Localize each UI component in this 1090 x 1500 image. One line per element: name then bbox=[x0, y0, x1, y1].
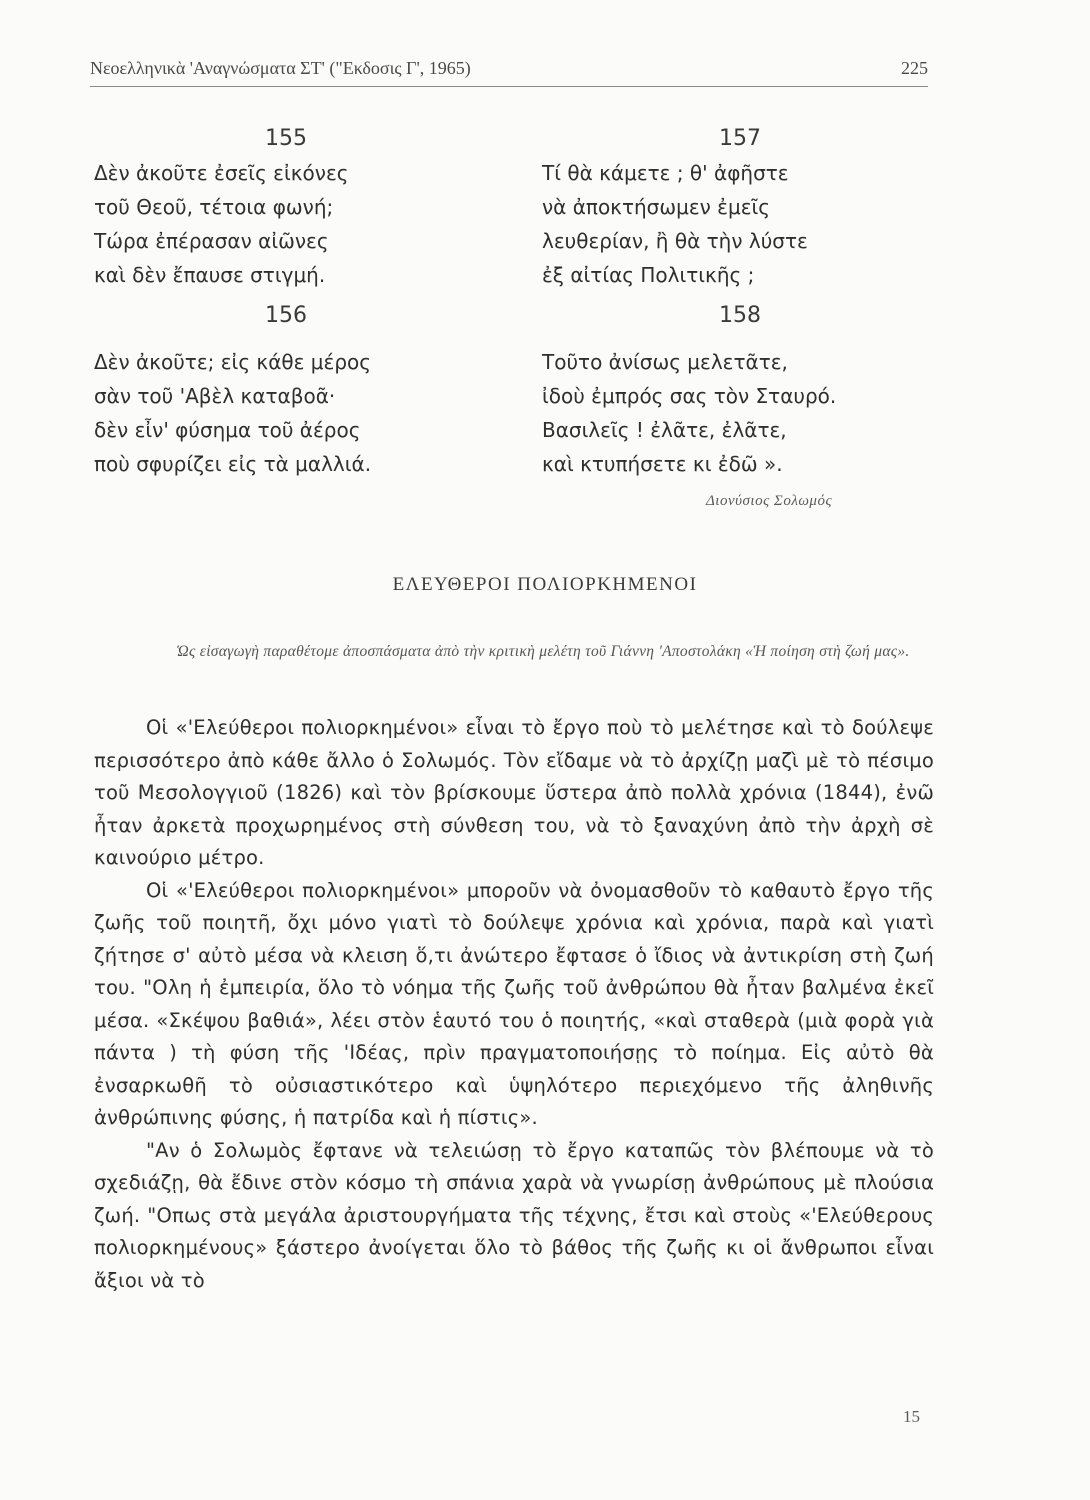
verse-line: νὰ ἀποκτήσωμεν ἐμεῖς bbox=[542, 195, 771, 219]
stanza-155 bbox=[94, 156, 349, 292]
stanza-number-155: 155 bbox=[265, 126, 307, 151]
stanza-number-156: 156 bbox=[265, 303, 307, 328]
stanza-156 bbox=[94, 345, 371, 481]
verse-line: Βασιλεῖς ! ἐλᾶτε, ἐλᾶτε, bbox=[542, 418, 787, 442]
verse-line: σὰν τοῦ 'Αβὲλ καταβοᾶ· bbox=[94, 384, 336, 408]
signature-mark: 15 bbox=[903, 1407, 920, 1426]
stanza-number-158: 158 bbox=[719, 303, 761, 328]
book-title: Νεοελληνικὰ 'Αναγνώσματα ΣΤ' ("Εκδοσις Γ', 1965) bbox=[90, 58, 471, 78]
verse-line: καὶ δὲν ἔπαυσε στιγμή. bbox=[94, 263, 326, 287]
section-title: ΕΛΕΥΘΕΡΟΙ ΠΟΛΙΟΡΚΗΜΕΝΟΙ bbox=[392, 574, 698, 595]
stanza-number-157: 157 bbox=[719, 126, 761, 151]
verse-line: καὶ κτυπήσετε κι ἐδῶ ». bbox=[542, 452, 783, 476]
stanza-158 bbox=[542, 345, 836, 481]
paragraph: "Αν ὁ Σολωμὸς ἔφτανε νὰ τελειώσῃ τὸ ἔργο καταπῶς τὸν βλέπουμε νὰ τὸ σχεδιάζῃ, θὰ ἔδινε στὸν κόσμο τὴ σπάνια χαρὰ νὰ γνωρίσῃ ἀνθρώπους μὲ πλούσια ζωή. "Οπως στὰ μεγάλα ἀριστουργήματα τῆς τέχνης, ἔτσι καὶ στοὺς «'Ελεύθερους πολιορκημένους» ξάστερο ἀνοίγεται ὅλο τὸ βάθος τῆς ζωῆς κι οἱ ἄνθρωποι εἶναι ἄξιοι νὰ τὸ bbox=[94, 1138, 934, 1292]
poem-author: Διονύσιος Σολωμός bbox=[706, 493, 833, 509]
verse-line: Τί θὰ κάμετε ; θ' ἀφῆστε bbox=[542, 161, 789, 185]
verse-line: ἐξ αἰτίας Πολιτικῆς ; bbox=[542, 263, 755, 287]
paragraph: Οἱ «'Ελεύθεροι πολιορκημένοι» εἶναι τὸ ἔργο ποὺ τὸ μελέτησε καὶ τὸ δούλεψε περισσότερο ἀπὸ κάθε ἄλλο ὁ Σολωμός. Τὸν εἴδαμε νὰ τὸ ἀρχίζῃ μαζὶ μὲ τὸ πέσιμο τοῦ Μεσολογγιοῦ (1826) καὶ τὸν βρίσκουμε ὕστερα ἀπὸ πολλὰ χρόνια (1844), ἐνῶ ἦταν ἀρκετὰ προχωρημένος στὴ σύνθεση του, νὰ τὸ ξαναχύνη ἀπὸ τὴν ἀρχὴ σὲ καινούριο μέτρο. bbox=[94, 716, 934, 869]
essay-body bbox=[94, 712, 934, 1297]
verse-line: δὲν εἶν' φύσημα τοῦ ἀέρος bbox=[94, 418, 361, 442]
stanza-157 bbox=[542, 156, 808, 292]
verse-line: λευθερίαν, ἢ θὰ τὴν λύστε bbox=[542, 229, 808, 253]
paragraph: Οἱ «'Ελεύθεροι πολιορκημένοι» μποροῦν νὰ ὀνομασθοῦν τὸ καθαυτὸ ἔργο τῆς ζωῆς τοῦ ποιητῆ, ὄχι μόνο γιατὶ τὸ δούλεψε χρόνια καὶ χρόνια, παρὰ καὶ γιατὶ ζήτησε σ' αὐτὸ μέσα νὰ κλειση ὅ,τι ἀνώτερο ἔφτασε ὁ ἴδιος νὰ ἀντικρίση στὴ ζωή του. "Ολη ἡ ἐμπειρία, ὅλο τὸ νόημα τῆς ζωῆς τοῦ ἀνθρώπου θὰ ἦταν βαλμένα ἐκεῖ μέσα. «Σκέψου βαθιά», λέει στὸν ἑαυτό του ὁ ποιητής, «καὶ σταθερὰ (μιὰ φορὰ γιὰ πάντα ) τὴ φύση τῆς 'Ιδέας, πρὶν πραγματοποιήσῃς τὸ ποίημα. Εἰς αὐτὸ θὰ ἐνσαρκωθῆ τὸ οὐσιαστικότερο καὶ ὑψηλότερο περιεχόμενο τῆς ἀληθινῆς ἀνθρώπινης φύσης, ἡ πατρίδα καὶ ἡ πίστις». bbox=[94, 878, 934, 1129]
verse-line: ποὺ σφυρίζει εἰς τὰ μαλλιά. bbox=[94, 452, 372, 476]
verse-line: ἰδοὺ ἐμπρός σας τὸν Σταυρό. bbox=[542, 384, 837, 408]
verse-line: τοῦ Θεοῦ, τέτοια φωνή; bbox=[94, 195, 334, 219]
verse-line: Δὲν ἀκοῦτε; εἰς κάθε μέρος bbox=[94, 350, 372, 374]
page-number: 225 bbox=[901, 58, 928, 78]
verse-line: Τοῦτο ἀνίσως μελετᾶτε, bbox=[542, 350, 788, 374]
verse-line: Τώρα ἐπέρασαν αἰῶνες bbox=[94, 229, 329, 253]
running-header bbox=[90, 58, 928, 87]
verse-line: Δὲν ἀκοῦτε ἐσεῖς εἰκόνες bbox=[94, 161, 349, 185]
section-intro: Ὡς εἰσαγωγὴ παραθέτομε ἀποσπάσματα ἀπὸ τὴν κριτικὴ μελέτη τοῦ Γιάννη 'Αποστολάκη «Ἡ ποίηση στὴ ζωή μας». bbox=[176, 643, 910, 660]
